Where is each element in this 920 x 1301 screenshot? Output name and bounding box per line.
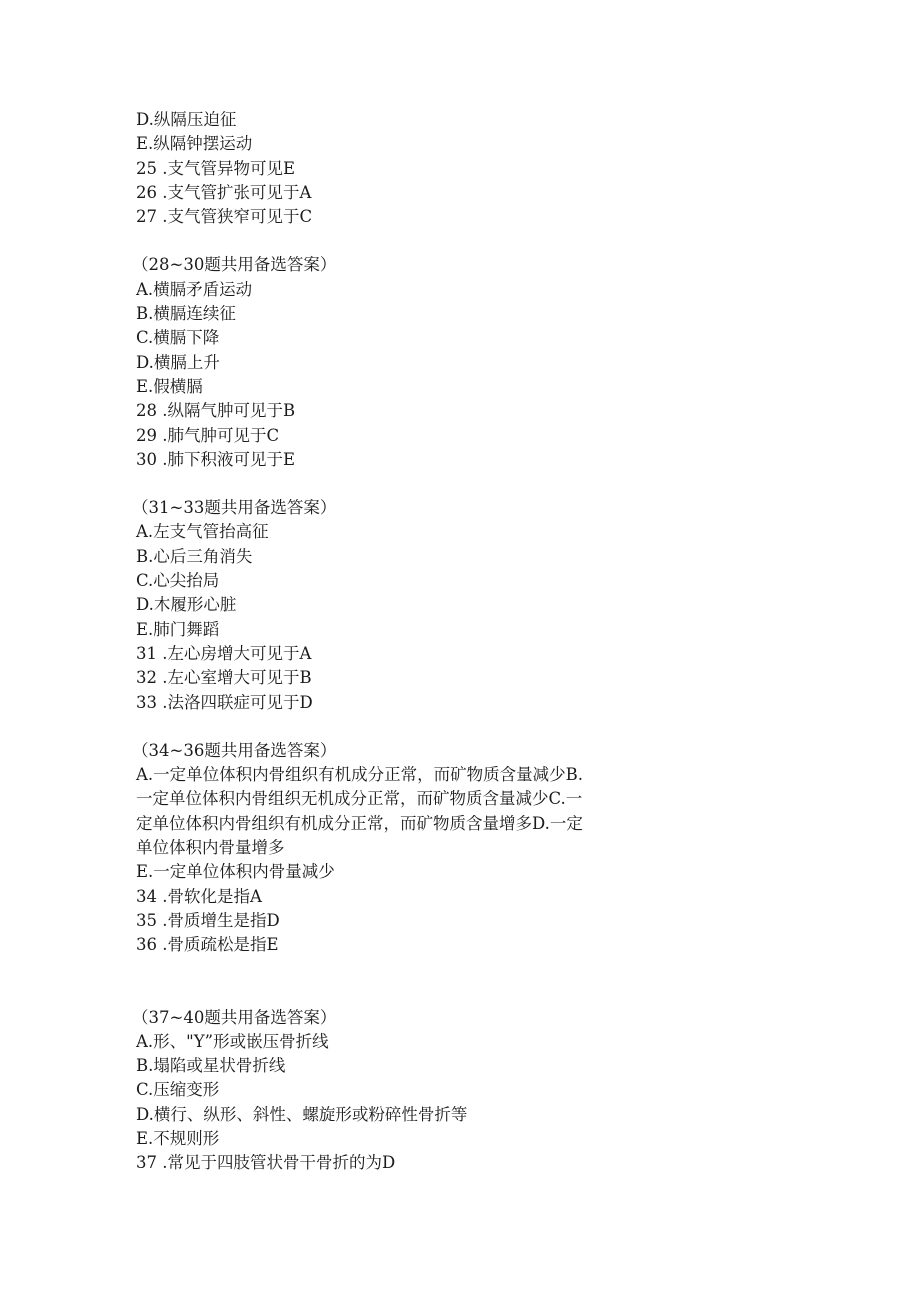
option-paragraph-line: 一定单位体积内骨组织无机成分正常，而矿物质含量减少C.一 xyxy=(136,789,583,809)
group-title: （28~30题共用备选答案） xyxy=(132,255,337,275)
group-title: （31~33题共用备选答案） xyxy=(132,498,337,518)
question-block-34-36 xyxy=(132,739,656,958)
option-paragraph-line: A.一定单位体积内骨组织有机成分正常，而矿物质含量减少B. xyxy=(136,765,584,785)
spacer xyxy=(136,715,656,739)
option-d: D.木履形心脏 xyxy=(136,595,237,615)
spacer xyxy=(136,958,656,1006)
option-paragraph-line: 定单位体积内骨组织有机成分正常，而矿物质含量增多D.一定 xyxy=(136,813,583,833)
option-a: A.横膈矛盾运动 xyxy=(136,279,253,299)
option-c: C.心尖抬局 xyxy=(136,571,220,591)
document-page xyxy=(132,108,656,1176)
question-block-37-40 xyxy=(132,1006,656,1176)
question-30: 30 .肺下积液可见于E xyxy=(136,449,296,469)
question-32: 32 .左心室增大可见于B xyxy=(136,668,312,688)
question-31: 31 .左心房增大可见于A xyxy=(136,643,312,663)
option-d: D.横行、纵形、斜性、螺旋形或粉碎性骨折等 xyxy=(136,1104,468,1124)
question-35: 35 .骨质增生是指D xyxy=(136,910,280,930)
option-a: A.左支气管抬高征 xyxy=(136,522,269,542)
question-28: 28 .纵隔气肿可见于B xyxy=(136,401,296,421)
option-c: C.横膈下降 xyxy=(136,328,220,348)
question-block-25-27 xyxy=(136,108,656,229)
spacer xyxy=(136,472,656,496)
option-paragraph-line: 单位体积内骨量增多 xyxy=(136,838,285,858)
option-a: A.形、"Y”形或嵌压骨折线 xyxy=(136,1031,329,1051)
question-33: 33 .法洛四联症可见于D xyxy=(136,692,313,712)
question-27: 27 .支气管狭窄可见于C xyxy=(136,207,313,227)
option-b: B.塌陷或星状骨折线 xyxy=(136,1056,286,1076)
option-e: E.假横膈 xyxy=(136,376,203,396)
option-d: D.纵隔压迫征 xyxy=(136,110,237,129)
group-title: （34~36题共用备选答案） xyxy=(132,740,337,760)
option-b: B.心后三角消失 xyxy=(136,546,253,566)
option-e: E.纵隔钟摆运动 xyxy=(136,134,253,154)
question-34: 34 .骨软化是指A xyxy=(136,886,262,906)
spacer xyxy=(136,229,656,253)
option-e: E.一定单位体积内骨量减少 xyxy=(136,862,335,882)
option-c: C.压缩变形 xyxy=(136,1080,220,1100)
question-37: 37 .常见于四肢管状骨干骨折的为D xyxy=(136,1153,396,1173)
option-e: E.不规则形 xyxy=(136,1128,220,1148)
option-e: E.肺门舞蹈 xyxy=(136,619,220,639)
question-block-28-30 xyxy=(132,253,656,472)
question-25: 25 .支气管异物可见E xyxy=(136,158,296,178)
option-b: B.横膈连续征 xyxy=(136,304,236,324)
question-26: 26 .支气管扩张可见于A xyxy=(136,182,312,202)
question-block-31-33 xyxy=(132,496,656,715)
group-title: （37~40题共用备选答案） xyxy=(132,1007,337,1027)
option-d: D.横膈上升 xyxy=(136,352,220,372)
question-29: 29 .肺气肿可见于C xyxy=(136,425,280,445)
question-36: 36 .骨质疏松是指E xyxy=(136,935,279,955)
